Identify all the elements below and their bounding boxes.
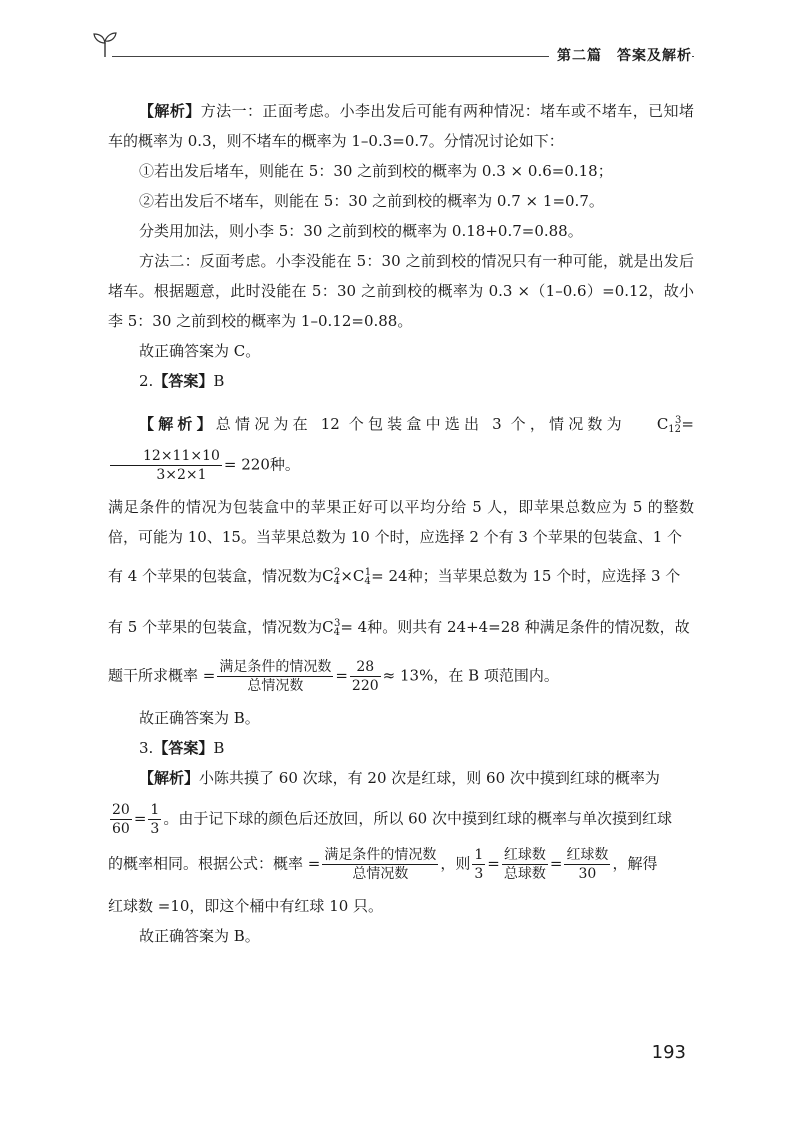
frac-denominator: 60	[112, 821, 130, 837]
s2-paragraph-1	[108, 404, 694, 484]
s2-answer-num: 2.	[139, 372, 154, 390]
frac-denominator: 总球数	[503, 866, 546, 882]
s2-text-1a: 总情况为在 12 个包装盒中选出 3 个，情况数为	[215, 415, 626, 433]
s1-text-1: 方法一：正面考虑。小李出发后可能有两种情况：堵车或不堵车，已知堵车的概率为 0.3，则不堵车的概率为 1–0.3=0.7。分情况讨论如下：	[108, 102, 694, 150]
combination-c12-3	[626, 404, 682, 447]
frac-numerator: 红球数	[566, 847, 609, 863]
c-sub: 4	[333, 627, 340, 638]
s2-answer-value: B	[213, 372, 225, 390]
frac-numerator: 红球数	[503, 847, 546, 863]
s2-text-3b: = 24种；当苹果总数为 15 个时，应选择 3 个	[371, 567, 681, 585]
frac-numerator: 12×11×10	[110, 447, 222, 466]
combination-c4-3	[322, 607, 340, 650]
frac-denominator: 220	[351, 678, 379, 694]
s1-paragraph-4: 分类用加法，则小李 5：30 之前到校的概率为 0.18+0.7=0.88。	[139, 222, 583, 240]
times-sign: ×	[340, 567, 353, 585]
frac-numerator: 满足条件的情况数	[324, 847, 437, 863]
jiexi-label: 【解析】	[139, 102, 201, 120]
c-sub: 12	[668, 424, 682, 435]
s2-line-4	[108, 607, 694, 650]
fraction-prob-formula	[217, 658, 333, 695]
frac-numerator: 1	[150, 802, 160, 818]
s3-line-4: 红球数 =10，即这个桶中有红球 10 只。	[108, 897, 384, 915]
s1-paragraph-2: ①若出发后堵车，则能在 5：30 之前到校的概率为 0.3 × 0.6=0.18；	[139, 162, 613, 180]
combination-c4-2	[322, 556, 340, 599]
s3-text-3b: ，则	[440, 854, 471, 873]
main-content	[108, 96, 694, 951]
fraction-red-total	[502, 846, 548, 883]
c-symbol: C	[322, 567, 334, 585]
s1-paragraph-5: 方法二：反面考虑。小李没能在 5：30 之前到校的情况只有一种可能，就是出发后堵车。根据题意，此时没能在 5：30 之前到校的概率为 0.3 ×（1–0.6）=0.12，故小李 5：30 之前到校的概率为 1–0.12=0.88。	[108, 252, 694, 330]
frac-numerator: 满足条件的情况数	[219, 659, 332, 675]
frac-numerator: 20	[112, 802, 130, 818]
frac-denominator: 30	[578, 866, 597, 882]
equals: =	[335, 666, 348, 685]
s3-text-1: 小陈共摸了 60 次球，有 20 次是红球，则 60 次中摸到红球的概率为	[199, 769, 660, 787]
sprout-icon	[92, 30, 118, 58]
s3-line-2	[108, 801, 694, 838]
c-sup: 1	[364, 567, 372, 578]
jiexi-label: 【解析】	[139, 415, 216, 433]
c-symbol: C	[352, 567, 365, 585]
fraction-28-220	[350, 658, 381, 695]
combination-c4-1	[353, 556, 371, 599]
jiexi-label: 【解析】	[139, 769, 200, 787]
s3-text-3c: ，解得	[612, 854, 658, 873]
s2-text-1b: = 220种。	[223, 455, 300, 474]
frac-denominator: 总情况数	[247, 678, 304, 694]
s3-text-2: 。由于记下球的颜色后还放回，所以 60 次中摸到红球的概率与单次摸到红球	[163, 809, 672, 828]
equals: =	[487, 854, 500, 873]
equals: =	[549, 854, 563, 873]
s2-text-5a: 题干所求概率 =	[108, 666, 216, 685]
c-sup: 2	[333, 567, 341, 578]
fraction-1-3	[472, 846, 485, 883]
c-sup: 3	[675, 415, 682, 426]
s3-conclusion: 故正确答案为 B。	[139, 927, 260, 945]
answer-label: 【答案】	[153, 739, 214, 757]
frac-denominator: 总情况数	[352, 866, 409, 882]
s3-answer-value: B	[213, 739, 225, 757]
s1-paragraph-1	[108, 96, 694, 156]
c-sub: 4	[364, 576, 371, 587]
answer-label: 【答案】	[153, 372, 214, 390]
s3-text-3a: 的概率相同。根据公式：概率 =	[108, 854, 321, 873]
frac-denominator: 3×2×1	[156, 467, 207, 483]
frac-denominator: 3	[474, 866, 484, 882]
s3-line-3	[108, 846, 694, 883]
c-sub: 4	[333, 576, 340, 587]
s2-line-5	[108, 658, 694, 695]
header-title: 第二篇 答案及解析	[549, 45, 692, 65]
s2-text-5b: ≈ 13%，在 B 项范围内。	[382, 666, 559, 685]
fraction-total	[110, 447, 222, 484]
c-symbol: C	[322, 618, 334, 636]
s2-conclusion: 故正确答案为 B。	[139, 709, 260, 727]
s1-conclusion: 故正确答案为 C。	[139, 342, 261, 360]
s3-answer-line	[108, 733, 694, 763]
c-symbol: C	[656, 415, 669, 433]
fraction-1-3	[148, 801, 161, 838]
frac-numerator: 28	[350, 658, 381, 677]
page-number: 193	[651, 1042, 686, 1063]
s2-text-3a: 有 4 个苹果的包装盒，情况数为	[108, 567, 323, 585]
s3-line-1	[108, 763, 694, 793]
frac-denominator: 3	[150, 821, 160, 837]
equals: =	[133, 809, 147, 828]
equals: =	[681, 415, 694, 433]
s2-answer-line	[108, 366, 694, 396]
fraction-prob-formula	[322, 846, 438, 883]
page-header	[0, 0, 800, 70]
frac-numerator: 1	[474, 847, 484, 863]
c-sup: 3	[333, 618, 341, 629]
fraction-red-30	[564, 846, 610, 883]
s2-paragraph-2: 满足条件的情况为包装盒中的苹果正好可以平均分给 5 人，即苹果总数应为 5 的整数倍，可能为 10、15。当苹果总数为 10 个时，应选择 2 个有 3 个苹果的包装盒、1 个	[108, 498, 694, 546]
s3-answer-num: 3.	[139, 739, 154, 757]
s2-text-4a: 有 5 个苹果的包装盒，情况数为	[108, 618, 323, 636]
fraction-20-60	[110, 801, 132, 838]
s1-paragraph-3: ②若出发后不堵车，则能在 5：30 之前到校的概率为 0.7 × 1=0.7。	[139, 192, 604, 210]
s2-line-3	[108, 556, 694, 599]
s2-text-4b: = 4种。则共有 24+4=28 种满足条件的情况数，故	[340, 618, 690, 636]
